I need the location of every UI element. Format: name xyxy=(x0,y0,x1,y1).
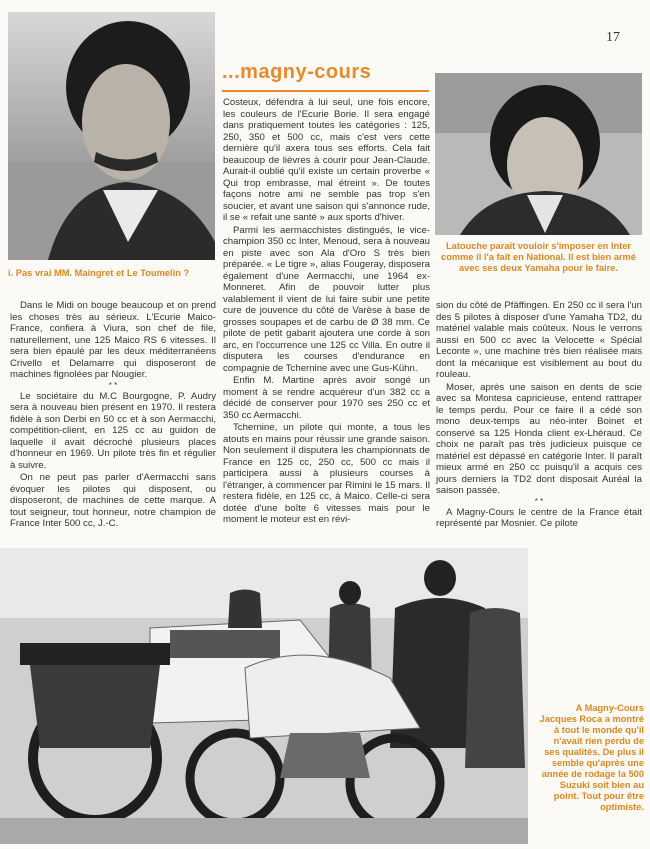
paragraph: Dans le Midi on bouge beaucoup et on prend les choses très au sérieux. L'Ecurie Maico-France, confiera à Viura, son chef de file, naturellement, une 125 Maico RS 6 vitesses. Il sera bien épaulé par les deux méditerranéens Crivello et Delamarre qui disposeront de machines fignolées par Nougier. xyxy=(10,300,216,380)
article-column-2 xyxy=(223,97,430,527)
caption-bottom-right: A Magny-Cours Jacques Roca a montré à tout le monde qu'il n'avait rien perdu de ses qualités. De plus il semble qu'après une année de rodage la 500 Suzuki soit bien au point. Tout pour être optimiste. xyxy=(539,703,644,812)
portrait-photo-left xyxy=(8,12,215,260)
paragraph: A Magny-Cours le centre de la France était représenté par Mosnier. Ce pilote xyxy=(436,506,642,529)
section-separator: * * xyxy=(534,496,544,506)
headline: ...magny-cours xyxy=(222,61,372,83)
paddock-photo xyxy=(0,548,528,844)
paragraph: sion du côté de Pfäffingen. En 250 cc il sera l'un des 5 pilotes à disposer d'une Yamaha TD2, du matériel valable mais coûteux. Nous le verrons aussi en 500 cc avec la Velocette « Spécial Leconte », une machine très bien réalisée mais dont la mécanique est visiblement au bout du rouleau. xyxy=(436,300,642,380)
photo-image xyxy=(0,548,528,844)
section-separator: * * xyxy=(108,380,118,390)
caption-top-right: Latouche paraît vouloir s'imposer en Inter comme il l'a fait en National. Il est bien armé avec ses deux Yamaha pour le faire. xyxy=(441,241,636,273)
article-column-1 xyxy=(10,300,216,531)
paragraph: Moser, après une saison en dents de scie avec sa Montesa capricieuse, entend rattraper le temps perdu. Pour ce faire il a cédé son mono deux-temps au néo-inter Boinet et conservé sa 125 Honda client ex-Lhéraud. Ce choix ne paraît pas très judicieux puisque ce matériel est dépassé en catégorie Inter. Il paraît mieux armé en 250 cc puisqu'il a acquis ces jours derniers la TD2 dont disposait Auréal la saison passée. xyxy=(436,381,642,496)
photo-image xyxy=(8,12,215,260)
paragraph: Tchernine, un pilote qui monte, a tous les atouts en mains pour réussir une grande saison. Non seulement il disputera les championnats de France en 125 cc, 250 cc, 500 cc mais il participera aussi à plusieurs courses à l'étranger, à commencer par Rimini le 15 mars. Il restera fidèle, en 125 cc, à Maico. Celle-ci sera dotée d'une boîte 6 vitesses mais pour le moment le moteur est en révi- xyxy=(223,422,430,525)
photo-image xyxy=(435,73,642,235)
paragraph: Costeux, défendra à lui seul, une fois encore, les couleurs de l'Ecurie Borie. Il sera engagé dans pratiquement toutes les catégories : 125, 250, 350 et 500 cc, mais c'est vers cette dernière qu'il axera tous ses efforts. Cela fait beaucoup de lièvres à courir pour Jean-Claude. Aurait-il oublié qu'il existe un certain proverbe « Qui trop embrasse, mal étreint ». De toutes façons notre ami ne semble pas trop s'en soucier, et avant une saison qui s'annonce rude, il se « refait une santé » aux sports d'hiver. xyxy=(223,97,430,223)
portrait-photo-right xyxy=(435,73,642,235)
page-number: 17 xyxy=(606,30,620,45)
paragraph: On ne peut pas parler d'Aermacchi sans évoquer les pilotes qui disposent, ou disposeront, de machines de cette marque. A tout seigneur, tout honneur, notre champion de France Inter 500 cc, J.-C. xyxy=(10,472,216,529)
headline-rule xyxy=(222,90,429,92)
paragraph: Le sociétaire du M.C Bourgogne, P. Audry sera à nouveau bien présent en 1970. Il restera fidèle à son Derbi en 50 cc et à son Aermacchi, compétition-client, en 125 cc au guidon de laquelle il avait décroché plusieurs places d'honneur en 1969. Un pilote très fin et régulier à suivre. xyxy=(10,390,216,471)
paragraph: Parmi les aermacchistes distingués, le vice-champion 350 cc Inter, Menoud, sera à nouveau en piste avec son Ala d'Oro S très bien préparée. « Le tigre », alias Fougeray, disposera également d'une Aermacchi, une 1964 ex-Monneret. Afin de pouvoir lutter plus valablement il vient de lui faire subir une petite cure de jouvence du côté de Varèse à base de grosses soupapes et de carbu de Ø 38 mm. Ce pilote de petit gabarit ajoutera une corde à son arc, en l'occurrence une 125 cc Villa. En outre il disputera les courses d'endurance en compagnie de Tchernine avec une Gus-Kühn. xyxy=(223,224,430,374)
caption-top-left: i. Pas vrai MM. Maingret et Le Toumelin ? xyxy=(8,268,190,278)
article-column-3 xyxy=(436,300,642,531)
paragraph: Enfin M. Martine après avoir songé un moment à se rendre acquéreur d'un 382 cc a décidé de conserver pour 1970 ses 250 cc et 350 cc Aermacchi. xyxy=(223,375,430,421)
